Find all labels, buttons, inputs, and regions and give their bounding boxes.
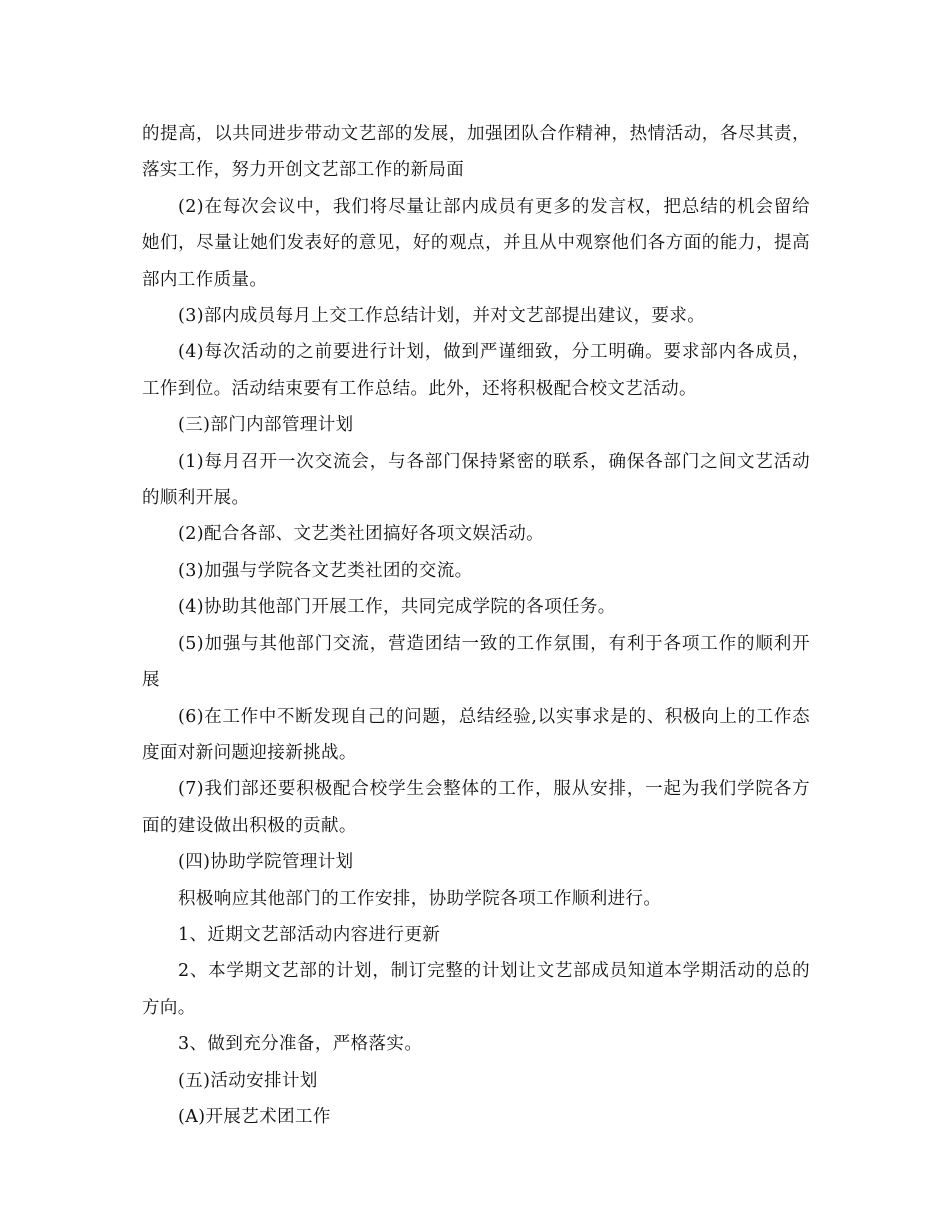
section-heading: (四)协助学院管理计划 xyxy=(178,852,354,873)
section-heading: (五)活动安排计划 xyxy=(178,1070,318,1091)
paragraph: (1)每月召开一次交流会，与各部门保持紧密的联系，确保各部门之间文艺活动的顺利开展。 xyxy=(142,451,810,509)
document-body xyxy=(142,116,810,1135)
section-heading: (三)部门内部管理计划 xyxy=(178,415,354,436)
paragraph: (7)我们部还要积极配合校学生会整体的工作，服从安排，一起为我们学院各方面的建设做出积极的贡献。 xyxy=(142,779,810,836)
list-item: 3、做到充分准备，严格落实。 xyxy=(178,1034,423,1055)
paragraph: 积极响应其他部门的工作安排，协助学院各项工作顺利进行。 xyxy=(178,888,662,909)
paragraph: (4)每次活动的之前要进行计划，做到严谨细致，分工明确。要求部内各成员，工作到位。活动结束要有工作总结。此外，还将积极配合校文艺活动。 xyxy=(142,342,810,399)
list-item: 1、近期文艺部活动内容进行更新 xyxy=(178,924,441,945)
paragraph: 的提高，以共同进步带动文艺部的发展，加强团队合作精神，热情活动，各尽其责，落实工作，努力开创文艺部工作的新局面 xyxy=(142,124,810,181)
paragraph: (3)部内成员每月上交工作总结计划，并对文艺部提出建议，要求。 xyxy=(178,306,706,327)
paragraph: (4)协助其他部门开展工作，共同完成学院的各项任务。 xyxy=(178,597,616,618)
paragraph: (2)在每次会议中，我们将尽量让部内成员有更多的发言权，把总结的机会留给她们，尽量让她们发表好的意见，好的观点，并且从中观察他们各方面的能力，提高部内工作质量。 xyxy=(142,196,810,290)
paragraph: (2)配合各部、文艺类社团搞好各项文娱活动。 xyxy=(178,524,545,545)
paragraph: (6)在工作中不断发现自己的问题，总结经验,以实事求是的、积极向上的工作态度面对新问题迎接新挑战。 xyxy=(142,706,810,763)
paragraph: (3)加强与学院各文艺类社团的交流。 xyxy=(178,560,473,581)
subsection-heading: (A)开展艺术团工作 xyxy=(178,1106,331,1127)
paragraph: (5)加强与其他部门交流，营造团结一致的工作氛围，有利于各项工作的顺利开展 xyxy=(142,633,810,691)
list-item: 2、本学期文艺部的计划，制订完整的计划让文艺部成员知道本学期活动的总的方向。 xyxy=(142,961,810,1018)
